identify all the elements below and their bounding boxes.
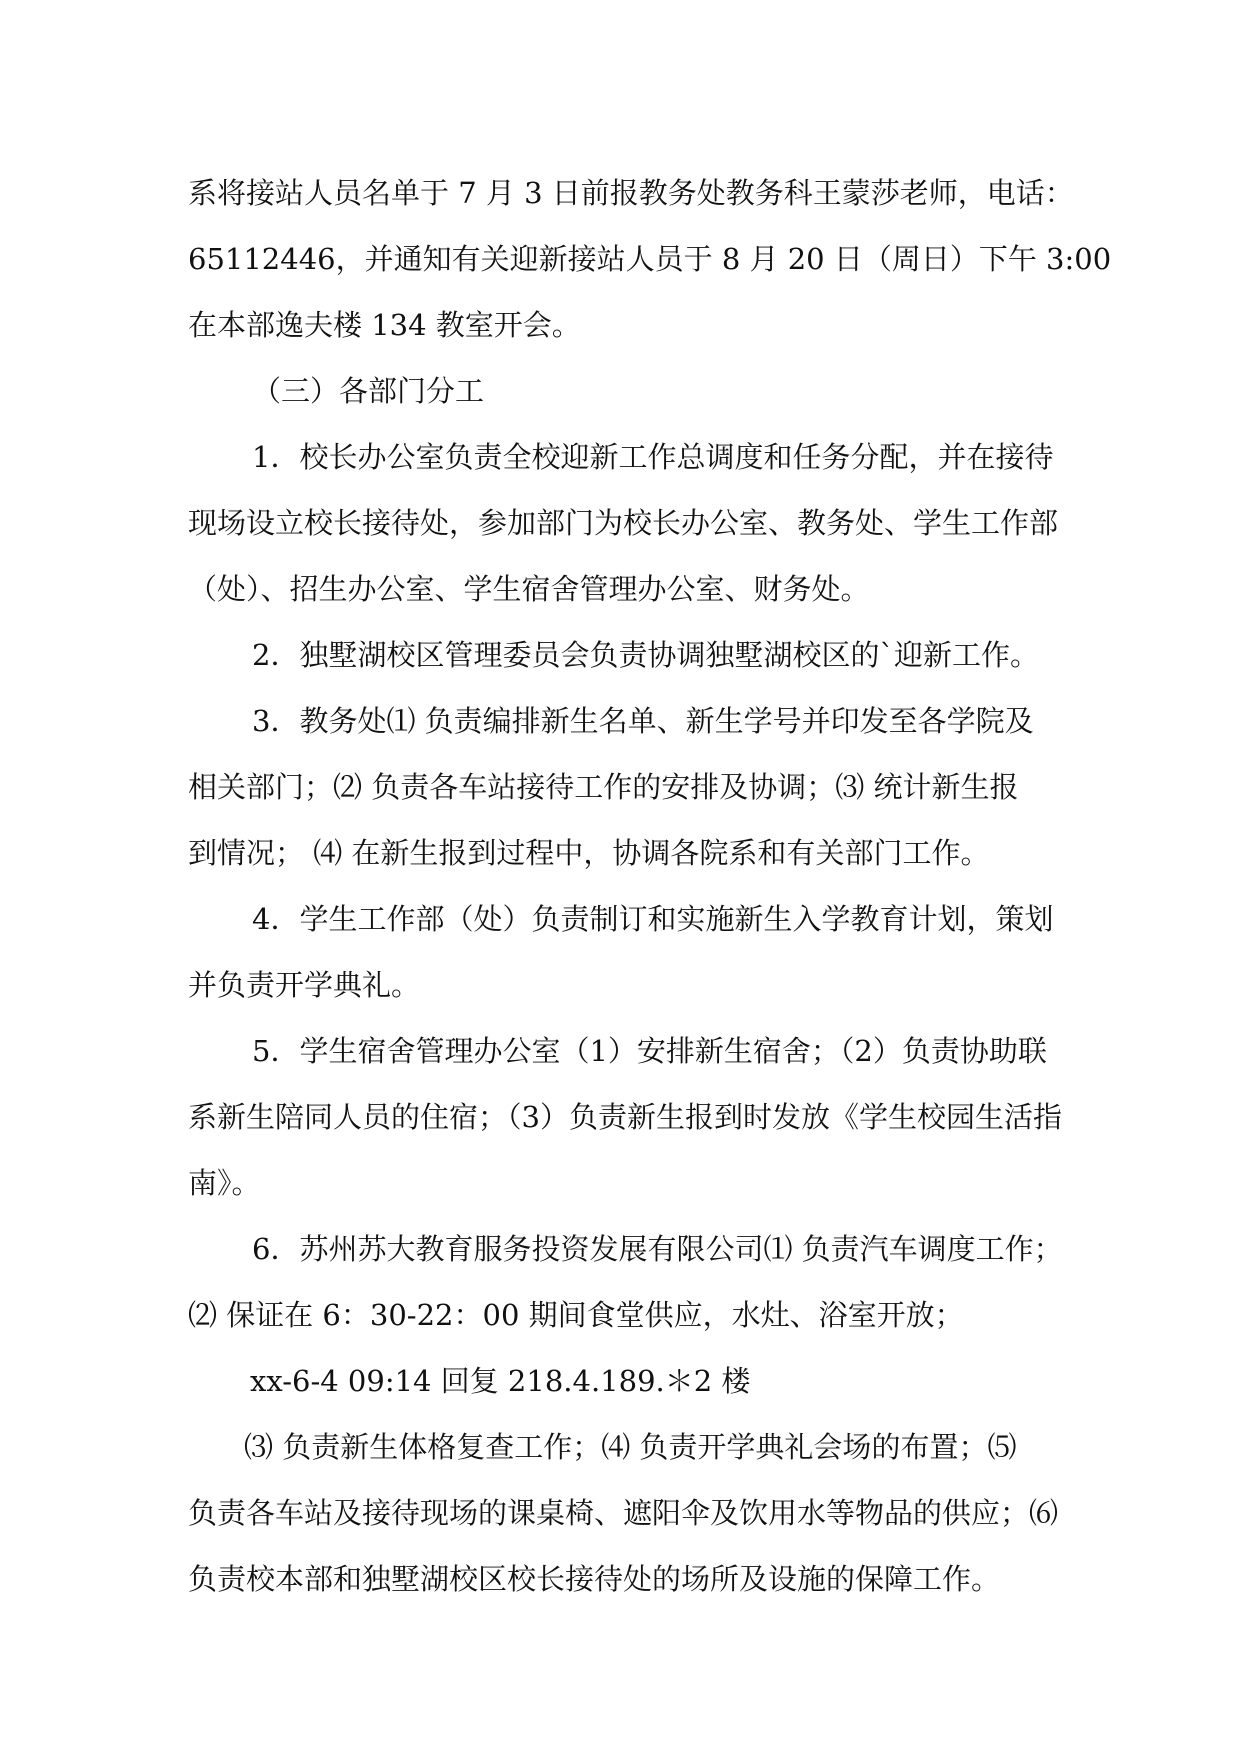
text-line: 负责校本部和独墅湖校区校长接待处的场所及设施的保障工作。 <box>188 1562 1001 1596</box>
text-line: 6．苏州苏大教育服务投资发展有限公司⑴ 负责汽车调度工作； <box>252 1232 1063 1266</box>
text-line: 南》。 <box>188 1166 261 1200</box>
text-line: 到情况； ⑷ 在新生报到过程中，协调各院系和有关部门工作。 <box>188 836 990 870</box>
text-line: 4．学生工作部（处）负责制订和实施新生入学教育计划，策划 <box>252 902 1054 936</box>
reply-meta-line: xx-6-4 09:14 回复 218.4.189.＊2 楼 <box>250 1364 751 1398</box>
text-line: 系将接站人员名单于 7 月 3 日前报教务处教务科王蒙莎老师，电话： <box>188 176 1074 210</box>
text-line: 系新生陪同人员的住宿；（3）负责新生报到时发放《学生校园生活指 <box>188 1100 1062 1134</box>
text-line: 2．独墅湖校区管理委员会负责协调独墅湖校区的`迎新工作。 <box>252 638 1039 672</box>
text-line: 现场设立校长接待处，参加部门为校长办公室、教务处、学生工作部 <box>188 506 1059 540</box>
text-line: 5．学生宿舍管理办公室（1）安排新生宿舍；（2）负责协助联 <box>252 1034 1047 1068</box>
text-line: 相关部门；⑵ 负责各车站接待工作的安排及协调；⑶ 统计新生报 <box>188 770 1019 804</box>
text-line: 负责各车站及接待现场的课桌椅、遮阳伞及饮用水等物品的供应；⑹ <box>188 1496 1059 1530</box>
text-line: ⑵ 保证在 6：30-22：00 期间食堂供应，水灶、浴室开放； <box>188 1298 964 1332</box>
text-line: 在本部逸夫楼 134 教室开会。 <box>188 308 581 342</box>
section-heading: （三）各部门分工 <box>252 374 485 408</box>
text-line: 并负责开学典礼。 <box>188 968 421 1002</box>
text-line: 65112446，并通知有关迎新接站人员于 8 月 20 日（周日）下午 3:00 <box>188 242 1112 276</box>
document-body <box>188 160 1112 1612</box>
text-line: 3．教务处⑴ 负责编排新生名单、新生学号并印发至各学院及 <box>252 704 1034 738</box>
text-line: （处）、招生办公室、学生宿舍管理办公室、财务处。 <box>188 572 870 606</box>
text-line: 1．校长办公室负责全校迎新工作总调度和任务分配，并在接待 <box>252 440 1054 474</box>
text-line: ⑶ 负责新生体格复查工作；⑷ 负责开学典礼会场的布置；⑸ <box>244 1430 1017 1464</box>
